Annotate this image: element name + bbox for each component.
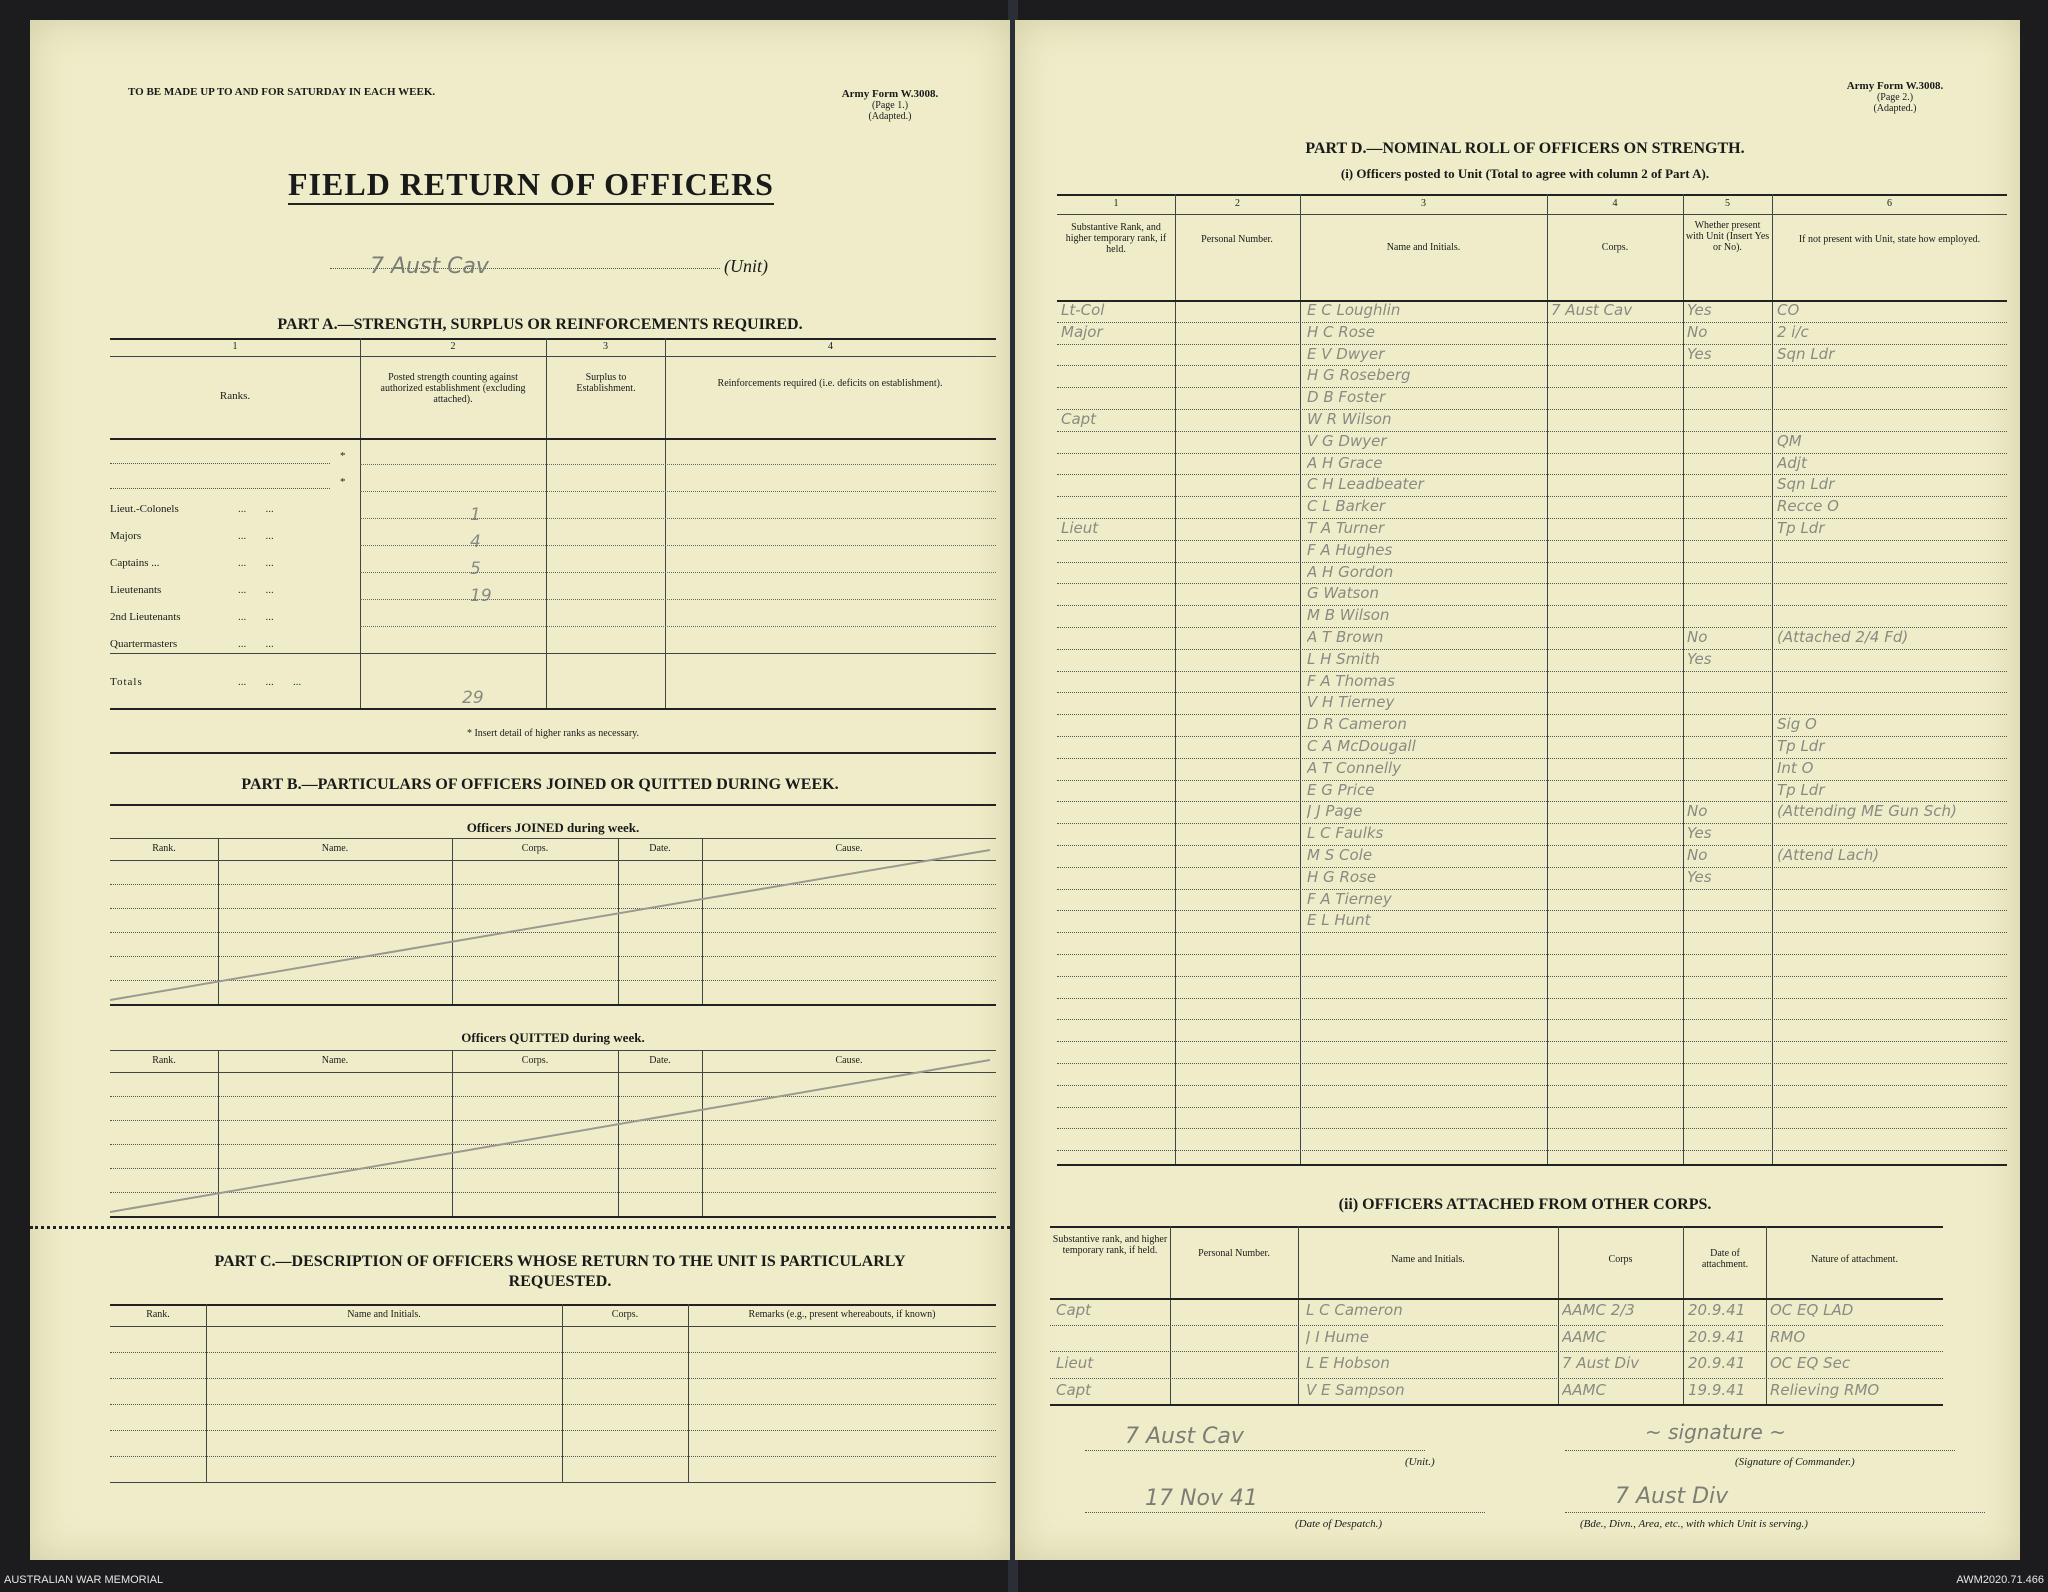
table-row	[1057, 584, 2007, 606]
cell-name: A H Gordon	[1307, 562, 1394, 581]
signature-serving-label: (Bde., Divn., Area, etc., with which Unit is serving.)	[1580, 1518, 1808, 1530]
joined-col-name: Name.	[321, 843, 349, 854]
form-id-block	[810, 88, 970, 122]
joined-heading: Officers JOINED during week.	[466, 820, 640, 835]
cell-name: A T Connelly	[1307, 758, 1402, 777]
cell-employed: Tp Ldr	[1777, 737, 1825, 755]
table-row	[1057, 301, 2007, 323]
quitted-heading: Officers QUITTED during week.	[461, 1030, 645, 1045]
col-header-ranks: Ranks.	[219, 390, 251, 402]
d-col-num-5: 5	[1725, 198, 1730, 209]
part-c-table	[110, 1304, 996, 1484]
cell-employed: Recce O	[1777, 497, 1839, 516]
unit-handwritten: 7 Aust Cav	[370, 254, 489, 279]
part-c-heading: PART C.—DESCRIPTION OF OFFICERS WHOSE RETURN TO THE UNIT IS PARTICULARLY REQUESTED.	[214, 1253, 906, 1290]
form-adapted: (Adapted.)	[868, 111, 912, 122]
cell-name: E C Loughlin	[1307, 301, 1401, 319]
form-id: Army Form W.3008.	[841, 88, 939, 100]
signature-commander-label: (Signature of Commander.)	[1735, 1456, 1855, 1468]
cell-name: H G Roseberg	[1307, 366, 1411, 385]
quitted-col-name: Name.	[321, 1055, 349, 1066]
star-2: *	[340, 476, 346, 488]
rank-quartermasters: Quartermasters	[110, 638, 178, 650]
cell-date: 20.9.41	[1688, 1354, 1746, 1372]
cell-rank: Lt-Col	[1061, 301, 1105, 319]
d-col-num-6: 6	[1887, 198, 1892, 209]
cell-employed: (Attend Lach)	[1777, 846, 1880, 864]
table-row	[1057, 759, 2007, 781]
cell-name: E L Hunt	[1307, 911, 1371, 930]
rank-majors: Majors	[110, 530, 142, 542]
quitted-col-rank: Rank.	[152, 1055, 176, 1066]
row-rule	[1057, 1107, 2007, 1108]
ii-col-nature: Nature of attachment.	[1811, 1254, 1898, 1265]
cell-employed: (Attending ME Gun Sch)	[1777, 802, 1957, 821]
joined-strike-line	[110, 838, 996, 1008]
strength-values: 1 4 5 19	[470, 505, 492, 606]
part-d-heading: PART D.—NOMINAL ROLL OF OFFICERS ON STRENGTH.	[1305, 140, 1745, 157]
cell-employed: Sqn Ldr	[1777, 475, 1835, 494]
part-d-ii-heading: (ii) OFFICERS ATTACHED FROM OTHER CORPS.	[1338, 1196, 1712, 1213]
d-col-num-3: 3	[1421, 198, 1426, 209]
table-row	[1057, 846, 2007, 868]
table-row	[1057, 868, 2007, 890]
top-instruction: TO BE MADE UP TO AND FOR SATURDAY IN EACH WEEK.	[128, 86, 436, 98]
commander-signature: ~ signature ~	[1645, 1420, 1786, 1444]
joined-table	[110, 838, 996, 1008]
ii-col-rank: Substantive rank, and higher temporary rank, if held.	[1052, 1234, 1168, 1256]
table-row	[1057, 541, 2007, 563]
cell-name: H G Rose	[1307, 867, 1377, 886]
table-row	[1057, 345, 2007, 367]
cell-name: M B Wilson	[1307, 606, 1390, 625]
joined-col-corps: Corps.	[521, 843, 549, 854]
signature-block	[1055, 1420, 2005, 1560]
ii-col-number: Personal Number.	[1198, 1248, 1270, 1259]
totals-value: 29	[462, 688, 484, 708]
table-row	[1057, 563, 2007, 585]
cell-name: D B Foster	[1307, 388, 1386, 407]
cell-name: C L Barker	[1307, 497, 1386, 516]
row-rule	[1057, 1019, 2007, 1020]
joined-col-cause: Cause.	[835, 843, 863, 854]
cell-nature: Relieving RMO	[1770, 1380, 1880, 1399]
cell-nature: OC EQ LAD	[1770, 1301, 1854, 1319]
table-row	[1050, 1354, 1943, 1381]
row-rule	[1057, 976, 2007, 977]
table-row	[1057, 802, 2007, 824]
footer-right: AWM2020.71.466	[1956, 1574, 2044, 1586]
cell-name: F A Tierney	[1307, 889, 1392, 908]
cell-corps: AAMC 2/3	[1562, 1301, 1635, 1319]
cell-present: No	[1687, 628, 1708, 646]
table-row	[1057, 475, 2007, 497]
cell-name: W R Wilson	[1307, 410, 1392, 428]
d-col-num-4: 4	[1612, 198, 1618, 209]
cell-rank: Lieut	[1056, 1354, 1094, 1372]
quitted-table	[110, 1050, 996, 1220]
cell-name: L C Faulks	[1307, 824, 1384, 843]
row-rule	[1057, 1150, 2007, 1151]
perforation-line	[30, 1226, 1010, 1229]
rank-captains: Captains ...	[110, 557, 160, 569]
ii-col-corps: Corps	[1608, 1254, 1633, 1265]
table-row	[1057, 890, 2007, 912]
cell-name: G Watson	[1307, 584, 1379, 603]
d-col-num-2: 2	[1235, 198, 1240, 209]
cell-present: No	[1687, 846, 1708, 864]
part-a-table: 1 2 3 4 Ranks. Posted strength counting against authorized establishment (excluding attached). Surplus to Establishment. Reinforcements required (i.e. deficits on establishment). * * Lieut.-Colonels Majors Captains ... Lieutenants 2nd Lieutenants Quartermasters ... ... ... ... ... ... ... ... ... ... ... ... 1 4 5 19 Totals ... ... ... 29	[110, 338, 996, 718]
part-d-ii-table	[1050, 1226, 1943, 1406]
cell-present: Yes	[1687, 301, 1712, 319]
page-title: FIELD RETURN OF OFFICERS	[288, 166, 774, 205]
cell-name: C A McDougall	[1307, 737, 1416, 755]
cell-name: J J Page	[1307, 802, 1363, 821]
col-header-reinforcements: Reinforcements required (i.e. deficits on establishment).	[717, 378, 943, 389]
star-1: *	[340, 450, 346, 462]
joined-col-date: Date.	[649, 843, 671, 854]
row-rule	[1057, 998, 2007, 999]
left-page	[30, 20, 1010, 1560]
table-row	[1057, 672, 2007, 694]
cell-employed: Tp Ldr	[1777, 780, 1825, 799]
quitted-col-date: Date.	[649, 1055, 671, 1066]
cell-name: H C Rose	[1307, 322, 1375, 341]
row-rule	[1057, 954, 2007, 955]
cell-employed: Sqn Ldr	[1777, 344, 1835, 363]
cell-name: A H Grace	[1307, 453, 1383, 472]
col-num-3: 3	[603, 341, 608, 352]
cell-corps: AAMC	[1562, 1327, 1606, 1346]
signature-unit-label: (Unit.)	[1405, 1456, 1435, 1468]
signature-unit-handwritten: 7 Aust Cav	[1125, 1424, 1244, 1449]
quitted-strike-line	[110, 1050, 996, 1220]
cell-employed: 2 i/c	[1777, 322, 1809, 341]
signature-date-handwritten: 17 Nov 41	[1145, 1486, 1258, 1511]
rank-lieutenants: Lieutenants	[110, 584, 162, 596]
form-page-right: (Page 2.)	[1876, 92, 1914, 103]
cell-name: D R Cameron	[1307, 715, 1407, 734]
table-row	[1057, 432, 2007, 454]
d-col-header-number: Personal Number.	[1201, 234, 1273, 245]
cell-date: 20.9.41	[1688, 1301, 1746, 1319]
part-a-footnote: * Insert detail of higher ranks as necessary.	[466, 728, 640, 739]
quitted-col-cause: Cause.	[835, 1055, 863, 1066]
c-col-remarks: Remarks (e.g., present whereabouts, if known)	[748, 1309, 936, 1320]
row-rule	[1057, 1041, 2007, 1042]
row-rule	[1057, 1063, 2007, 1064]
cell-date: 20.9.41	[1688, 1327, 1746, 1346]
cell-present: Yes	[1687, 824, 1712, 843]
table-row	[1057, 410, 2007, 432]
table-row	[1057, 781, 2007, 803]
c-col-rank: Rank.	[146, 1309, 170, 1320]
signature-date-label: (Date of Despatch.)	[1295, 1518, 1383, 1530]
cell-rank: Capt	[1056, 1301, 1092, 1319]
rank-2nd-lieutenants: 2nd Lieutenants	[110, 611, 181, 623]
part-a-heading: PART A.—STRENGTH, SURPLUS OR REINFORCEMENTS REQUIRED.	[277, 316, 803, 333]
table-row	[1050, 1301, 1943, 1328]
cell-present: Yes	[1687, 344, 1712, 363]
cell-name: L E Hobson	[1306, 1354, 1390, 1372]
cell-present: Yes	[1687, 649, 1712, 668]
table-row	[1057, 388, 2007, 410]
cell-employed: (Attached 2/4 Fd)	[1777, 628, 1909, 646]
cell-present: No	[1687, 802, 1708, 821]
cell-name: V H Tierney	[1307, 693, 1395, 712]
col-num-1: 1	[232, 341, 238, 352]
cell-name: J I Hume	[1306, 1327, 1370, 1346]
cell-rank: Major	[1061, 322, 1103, 341]
cell-employed: QM	[1777, 431, 1802, 450]
row-rule	[1057, 1128, 2007, 1129]
cell-rank: Lieut	[1061, 519, 1099, 537]
col-num-4: 4	[828, 341, 833, 352]
cell-employed: Sig O	[1777, 715, 1817, 734]
cell-name: C H Leadbeater	[1307, 475, 1424, 494]
c-col-corps: Corps.	[611, 1309, 639, 1320]
part-d-subheading: (i) Officers posted to Unit (Total to agree with column 2 of Part A).	[1340, 166, 1710, 181]
d-col-header-name: Name and Initials.	[1386, 242, 1461, 253]
form-id-block-right	[1795, 80, 1995, 114]
d-col-header-corps: Corps.	[1601, 242, 1629, 253]
cell-date: 19.9.41	[1688, 1380, 1746, 1399]
form-adapted-right: (Adapted.)	[1873, 103, 1917, 114]
row-rule	[1057, 1085, 2007, 1086]
cell-corps: 7 Aust Cav	[1551, 301, 1633, 319]
cell-name: F A Thomas	[1307, 671, 1395, 690]
footer-left: AUSTRALIAN WAR MEMORIAL	[4, 1574, 164, 1586]
table-row	[1057, 497, 2007, 519]
table-row	[1050, 1328, 1943, 1355]
cell-corps: 7 Aust Div	[1562, 1354, 1640, 1372]
d-col-num-1: 1	[1113, 198, 1119, 209]
signature-serving-handwritten: 7 Aust Div	[1615, 1484, 1729, 1509]
form-page: (Page 1.)	[871, 100, 909, 111]
table-row	[1057, 519, 2007, 541]
totals-label: Totals	[110, 676, 143, 688]
unit-label: (Unit)	[724, 256, 768, 276]
cell-name: F A Hughes	[1307, 540, 1393, 559]
cell-name: L H Smith	[1307, 649, 1380, 668]
rank-list	[110, 496, 181, 658]
rank-lieut-colonels: Lieut.-Colonels	[110, 503, 179, 515]
cell-name: E V Dwyer	[1307, 344, 1385, 363]
table-row	[1057, 454, 2007, 476]
cell-name: E G Price	[1307, 780, 1375, 799]
table-row	[1057, 737, 2007, 759]
cell-name: M S Cole	[1307, 846, 1373, 864]
cell-name: L C Cameron	[1306, 1301, 1403, 1319]
d-col-header-employed: If not present with Unit, state how employed.	[1798, 234, 1981, 245]
table-row	[1057, 323, 2007, 345]
col-header-posted: Posted strength counting against authorized establishment (excluding attached).	[380, 372, 526, 405]
table-row	[1057, 715, 2007, 737]
cell-corps: AAMC	[1562, 1380, 1606, 1399]
table-row	[1057, 606, 2007, 628]
cell-present: Yes	[1687, 867, 1712, 886]
table-row	[1057, 911, 2007, 933]
table-row	[1057, 824, 2007, 846]
part-d-table	[1057, 194, 2007, 1166]
form-id-right: Army Form W.3008.	[1846, 80, 1944, 92]
table-row	[1057, 693, 2007, 715]
cell-rank: Capt	[1056, 1380, 1092, 1399]
quitted-col-corps: Corps.	[521, 1055, 549, 1066]
ii-col-name: Name and Initials.	[1391, 1254, 1465, 1265]
cell-nature: OC EQ Sec	[1770, 1354, 1851, 1372]
cell-name: V E Sampson	[1306, 1380, 1405, 1399]
cell-nature: RMO	[1770, 1327, 1806, 1346]
ii-col-date: Date of attachment.	[1701, 1248, 1749, 1270]
cell-present: No	[1687, 322, 1708, 341]
table-row	[1057, 650, 2007, 672]
cell-employed: Adjt	[1777, 453, 1807, 472]
table-row	[1057, 628, 2007, 650]
cell-employed: CO	[1777, 301, 1800, 319]
cell-name: T A Turner	[1307, 519, 1385, 537]
d-col-header-rank: Substantive Rank, and higher temporary rank, if held.	[1065, 222, 1167, 255]
d-col-header-present: Whether present with Unit (Insert Yes or No).	[1685, 220, 1770, 253]
cell-name: A T Brown	[1307, 628, 1384, 646]
table-row	[1057, 366, 2007, 388]
c-col-name: Name and Initials.	[347, 1309, 421, 1320]
cell-employed: Tp Ldr	[1777, 519, 1825, 537]
col-header-surplus: Surplus to Establishment.	[576, 372, 636, 394]
cell-employed: Int O	[1777, 758, 1814, 777]
part-b-heading: PART B.—PARTICULARS OF OFFICERS JOINED OR QUITTED DURING WEEK.	[241, 776, 839, 793]
right-page	[1015, 20, 2020, 1560]
cell-rank: Capt	[1061, 410, 1097, 428]
cell-name: V G Dwyer	[1307, 431, 1387, 450]
col-num-2: 2	[450, 341, 456, 352]
joined-col-rank: Rank.	[152, 843, 176, 854]
